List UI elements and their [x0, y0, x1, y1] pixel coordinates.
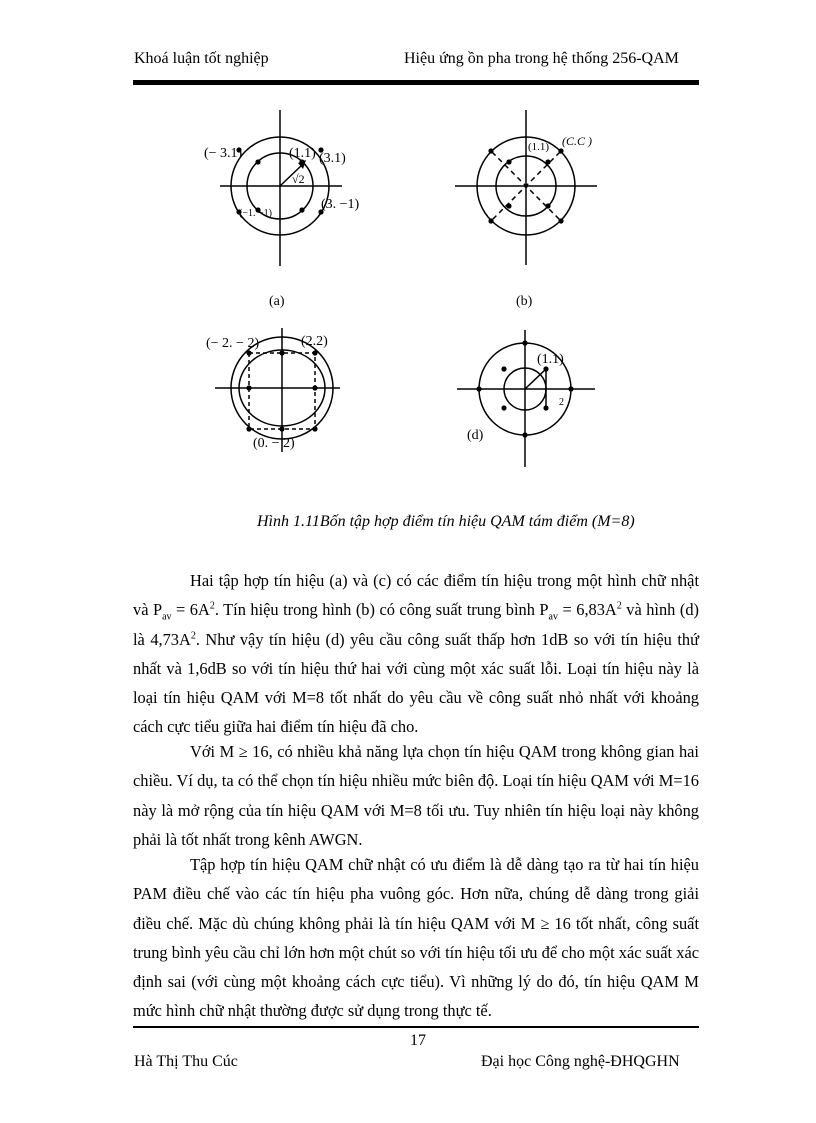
label-a-sqrt2: √2: [292, 172, 305, 186]
diagram-d: [457, 330, 595, 467]
paragraph-2: Với M ≥ 16, có nhiều khả năng lựa chọn tín hiệu QAM trong không gian hai chiều. Ví dụ, ta có thể chọn tín hiệu nhiều mức biên độ. Loại tín hiệu QAM với M=16 này là mở rộng của tín hiệu QAM với M=8 tối ưu. Tuy nhiên tín hiệu loại này không phải là tốt nhất trong kênh AWGN.: [133, 742, 699, 849]
label-b: (b): [516, 294, 533, 309]
label-a: (a): [269, 294, 285, 309]
footer-institution: Đại học Công nghệ-ĐHQGHN: [481, 1053, 680, 1070]
footer-author: Hà Thị Thu Cúc: [134, 1053, 238, 1070]
label-a-neg1-neg1: (−1. −1): [239, 208, 272, 219]
label-d: (d): [467, 428, 484, 443]
label-d-2: 2: [559, 397, 564, 408]
paragraph-3: Tập hợp tín hiệu QAM chữ nhật có ưu điểm là dễ dàng tạo ra từ hai tín hiệu PAM điều chế vào các tín hiệu pha vuông góc. Hơn nữa, chúng dễ dàng trong giải điều chế. Mặc dù chúng không phải là tín hiệu QAM với M ≥ 16 tốt nhất, công suất trung bình yêu cầu chỉ lớn hơn một chút so với tín hiệu tối ưu để cho một xác suất xác định sai (với cùng một khoảng cách cực tiểu). Vì những lý do đó, tín hiệu QAM M mức hình chữ nhật thường được sử dụng trong thực tế.: [133, 855, 699, 1021]
header-left-title: Khoá luận tốt nghiệp: [134, 50, 269, 67]
label-c-2-2: (2.2): [301, 334, 328, 349]
diagram-a: [220, 110, 342, 266]
figure-caption: Hình 1.11Bốn tập hợp điểm tín hiệu QAM tám điểm (M=8): [257, 513, 635, 530]
paragraph-1: Hai tập hợp tín hiệu (a) và (c) có các điểm tín hiệu trong một hình chữ nhật và $P_{av} = 6A^2$. Tín hiệu trong hình (b) có công suất trung bình $P_{av} = 6,83A^2$ và hình (d) là $4,73A^2$. Như vậy tín hiệu (d) yêu cầu công suất thấp hơn 1dB so với tín hiệu thứ nhất và 1,6dB so với tín hiệu thứ hai với cùng một xác suất lỗi. Loại tín hiệu này là loại tín hiệu QAM với M=8 tốt nhất do yêu cầu về công suất nhỏ nhất với khoảng cách cực tiểu giữa hai điểm tín hiệu đã cho.: [133, 571, 699, 737]
label-a-3-neg1: (3. −1): [321, 197, 360, 212]
label-b-1-1: (1.1): [528, 141, 550, 153]
label-b-c-c: (C.C ): [562, 134, 592, 148]
footer-rule: [133, 1026, 699, 1028]
header-right-title: Hiệu ứng ồn pha trong hệ thống 256-QAM: [404, 50, 679, 67]
page-number: 17: [410, 1032, 426, 1049]
label-d-1-1: (1.1): [537, 352, 564, 367]
label-c-0-neg2: (0. − 2): [253, 436, 295, 451]
qam-constellation-figure: [0, 0, 816, 500]
label-a-1-1: (1.1): [289, 146, 316, 161]
label-c-neg2-neg2: (− 2. − 2): [206, 336, 260, 351]
label-a-neg3-1: (− 3.1): [204, 146, 243, 161]
label-a-3-1: (3.1): [319, 151, 346, 166]
